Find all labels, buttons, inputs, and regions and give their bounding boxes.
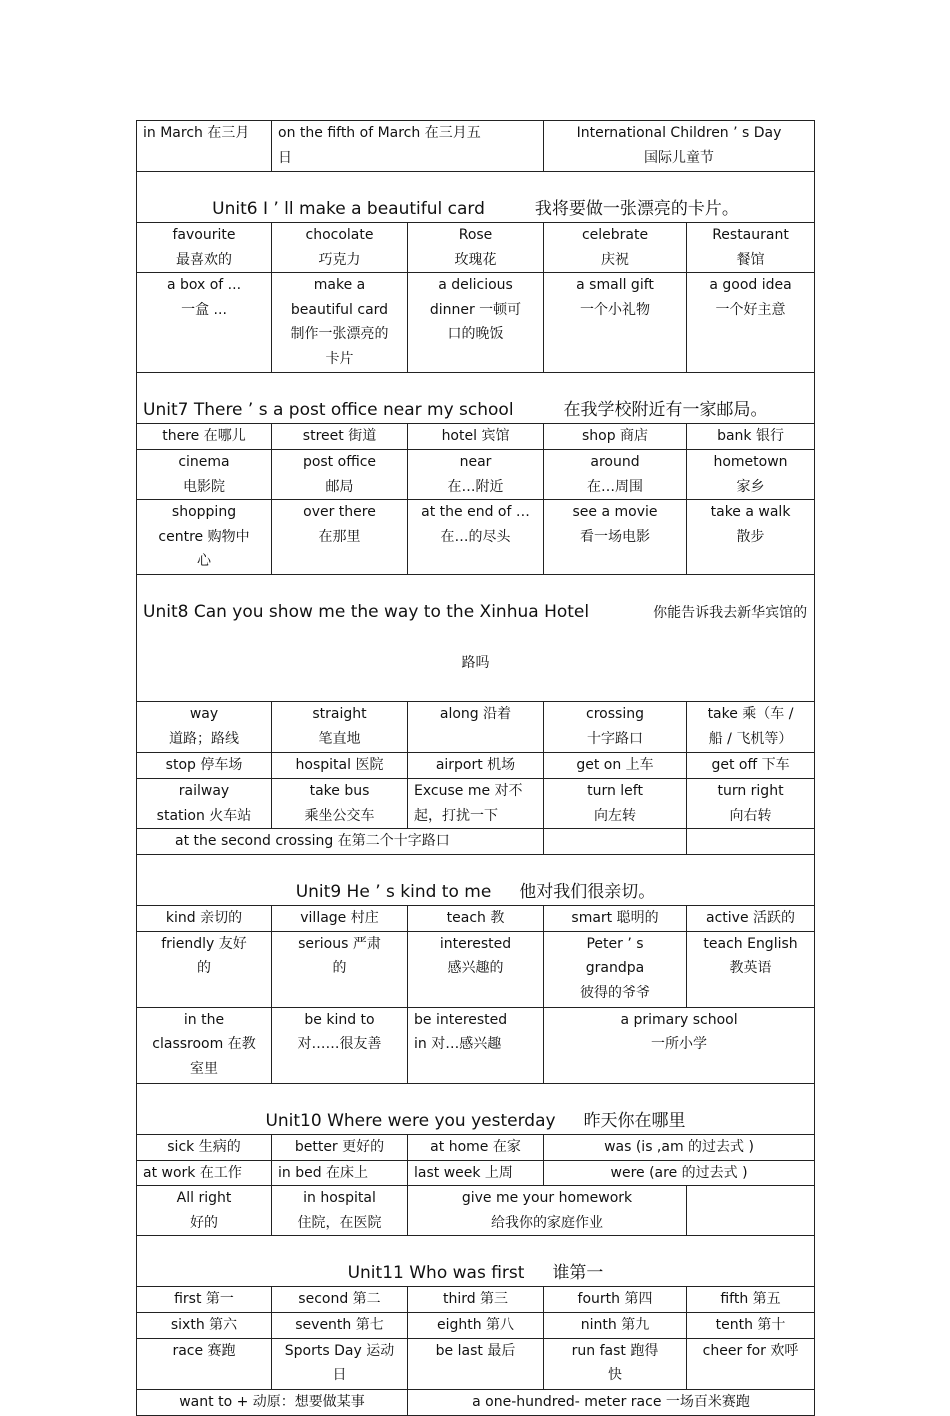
unit-title-en: Unit6 I ’ ll make a beautiful card [212, 199, 485, 219]
table-cell: want to + 动原：想要做某事 [137, 1389, 408, 1415]
table-cell: hotel 宾馆 [408, 424, 544, 450]
table-cell: chocolate 巧克力 [272, 223, 408, 273]
table-row [137, 1338, 815, 1389]
table-row [137, 1007, 815, 1083]
table-row [137, 1312, 815, 1338]
unit-title-en: Unit11 Who was first [347, 1263, 525, 1283]
table-cell: take a walk 散步 [687, 500, 815, 575]
table-cell: be last 最后 [408, 1338, 544, 1389]
table-row [137, 1287, 815, 1313]
table-cell: Rose 玫瑰花 [408, 223, 544, 273]
unit11-heading [137, 1236, 815, 1287]
table-cell: stop 停车场 [137, 753, 272, 779]
table-cell: at the second crossing 在第二个十字路口 [137, 829, 544, 855]
table-cell: Sports Day 运动 日 [272, 1338, 408, 1389]
table-cell: last week 上周 [408, 1160, 544, 1186]
table-cell: favourite 最喜欢的 [137, 223, 272, 273]
unit-title-cn: 你能告诉我去新华宾馆的 [653, 605, 808, 621]
table-cell: smart 聪明的 [544, 905, 687, 931]
table-row [137, 121, 815, 172]
table-cell: All right 好的 [137, 1186, 272, 1236]
unit-heading-row [137, 854, 815, 905]
unit-title-en: Unit9 He ’ s kind to me [295, 881, 492, 902]
table-cell: hospital 医院 [272, 753, 408, 779]
table-cell: was (is ,am 的过去式 ) [544, 1134, 815, 1160]
table-cell: sixth 第六 [137, 1312, 272, 1338]
table-cell: shop 商店 [544, 424, 687, 450]
table-row [137, 273, 815, 373]
table-cell: post office 邮局 [272, 450, 408, 500]
unit10-heading [137, 1083, 815, 1134]
table-row [137, 500, 815, 575]
table-cell: be kind to 对……很友善 [272, 1007, 408, 1083]
table-cell: kind 亲切的 [137, 905, 272, 931]
table-cell: around 在…周围 [544, 450, 687, 500]
table-cell: airport 机场 [408, 753, 544, 779]
table-cell: straight 笔直地 [272, 702, 408, 753]
table-cell: race 赛跑 [137, 1338, 272, 1389]
table-cell: get on 上车 [544, 753, 687, 779]
table-cell: at the end of … 在…的尽头 [408, 500, 544, 575]
table-cell: were (are 的过去式 ) [544, 1160, 815, 1186]
table-cell: in March 在三月 [137, 121, 272, 172]
table-cell: better 更好的 [272, 1134, 408, 1160]
table-cell: hometown 家乡 [687, 450, 815, 500]
table-cell: make a beautiful card 制作一张漂亮的 卡片 [272, 273, 408, 373]
table-row [137, 424, 815, 450]
table-row [137, 1186, 815, 1236]
unit-title-cn: 他对我们很亲切。 [519, 881, 656, 902]
table-row [137, 702, 815, 753]
table-cell: a delicious dinner 一顿可 口的晚饭 [408, 273, 544, 373]
unit-title-cn: 在我学校附近有一家邮局。 [563, 400, 768, 420]
table-cell: seventh 第七 [272, 1312, 408, 1338]
table-cell: Excuse me 对不 起，打扰一下 [408, 779, 544, 829]
table-cell: a good idea 一个好主意 [687, 273, 815, 373]
table-cell: fourth 第四 [544, 1287, 687, 1313]
table-cell: get off 下车 [687, 753, 815, 779]
table-cell: railway station 火车站 [137, 779, 272, 829]
unit9-heading [137, 854, 815, 905]
table-cell: give me your homework 给我你的家庭作业 [408, 1186, 687, 1236]
table-cell: tenth 第十 [687, 1312, 815, 1338]
table-cell: friendly 友好 的 [137, 931, 272, 1007]
table-cell: cheer for 欢呼 [687, 1338, 815, 1389]
table-cell: serious 严肃 的 [272, 931, 408, 1007]
table-cell: in the classroom 在教 室里 [137, 1007, 272, 1083]
unit-heading-row [137, 1083, 815, 1134]
table-cell: third 第三 [408, 1287, 544, 1313]
unit-heading-row [137, 1236, 815, 1287]
table-cell: over there 在那里 [272, 500, 408, 575]
table-row [137, 905, 815, 931]
table-cell: see a movie 看一场电影 [544, 500, 687, 575]
table-cell: a small gift 一个小礼物 [544, 273, 687, 373]
table-row [137, 931, 815, 1007]
table-cell: turn right 向右转 [687, 779, 815, 829]
table-cell: celebrate 庆祝 [544, 223, 687, 273]
table-cell: a primary school 一所小学 [544, 1007, 815, 1083]
table-cell: shopping centre 购物中 心 [137, 500, 272, 575]
table-cell [544, 829, 687, 855]
table-cell: turn left 向左转 [544, 779, 687, 829]
table-row [137, 223, 815, 273]
unit8-heading [137, 575, 815, 702]
table-row [137, 1160, 815, 1186]
table-cell: there 在哪儿 [137, 424, 272, 450]
unit-title-en: Unit7 There ’ s a post office near my school [143, 400, 514, 420]
table-cell: interested 感兴趣的 [408, 931, 544, 1007]
table-cell: along 沿着 [408, 702, 544, 753]
table-cell [687, 829, 815, 855]
table-cell: run fast 跑得 快 [544, 1338, 687, 1389]
table-row [137, 450, 815, 500]
table-cell: crossing 十字路口 [544, 702, 687, 753]
table-cell: village 村庄 [272, 905, 408, 931]
unit-heading-row [137, 172, 815, 223]
table-cell: second 第二 [272, 1287, 408, 1313]
table-row [137, 1134, 815, 1160]
table-cell: ninth 第九 [544, 1312, 687, 1338]
table-cell: on the fifth of March 在三月五 日 [272, 121, 544, 172]
table-cell: at home 在家 [408, 1134, 544, 1160]
table-cell: sick 生病的 [137, 1134, 272, 1160]
table-row [137, 779, 815, 829]
table-cell: in hospital 住院，在医院 [272, 1186, 408, 1236]
table-cell: bank 银行 [687, 424, 815, 450]
table-cell: fifth 第五 [687, 1287, 815, 1313]
table-cell: in bed 在床上 [272, 1160, 408, 1186]
table-cell: street 街道 [272, 424, 408, 450]
table-cell: near 在…附近 [408, 450, 544, 500]
table-cell: teach English 教英语 [687, 931, 815, 1007]
table-cell: first 第一 [137, 1287, 272, 1313]
unit7-heading [137, 373, 815, 424]
table-cell: teach 教 [408, 905, 544, 931]
table-cell: a box of ... 一盒 ... [137, 273, 272, 373]
unit-title-cn: 昨天你在哪里 [583, 1110, 686, 1131]
vocabulary-table [136, 120, 815, 1416]
table-cell: take 乘（车 / 船 / 飞机等） [687, 702, 815, 753]
unit6-heading [137, 172, 815, 223]
table-cell: be interested in 对…感兴趣 [408, 1007, 544, 1083]
unit-title-en: Unit10 Where were you yesterday [265, 1110, 556, 1131]
table-row [137, 829, 815, 855]
unit-title-cn: 我将要做一张漂亮的卡片。 [534, 199, 739, 219]
table-cell: active 活跃的 [687, 905, 815, 931]
table-cell: cinema 电影院 [137, 450, 272, 500]
table-cell: at work 在工作 [137, 1160, 272, 1186]
table-cell: eighth 第八 [408, 1312, 544, 1338]
table-cell: International Children ’ s Day 国际儿童节 [544, 121, 815, 172]
unit-heading-row [137, 575, 815, 702]
table-cell: a one-hundred- meter race 一场百米赛跑 [408, 1389, 815, 1415]
table-cell [687, 1186, 815, 1236]
table-row [137, 1389, 815, 1415]
unit-title-en: Unit8 Can you show me the way to the Xinhua Hotel [143, 602, 590, 622]
table-cell: take bus 乘坐公交车 [272, 779, 408, 829]
table-cell: Restaurant 餐馆 [687, 223, 815, 273]
table-cell: way 道路；路线 [137, 702, 272, 753]
table-row [137, 753, 815, 779]
unit-title-cn-continued: 路吗 [461, 655, 490, 671]
table-cell: Peter ’ s grandpa 彼得的爷爷 [544, 931, 687, 1007]
unit-title-cn: 谁第一 [552, 1263, 604, 1283]
unit-heading-row [137, 373, 815, 424]
